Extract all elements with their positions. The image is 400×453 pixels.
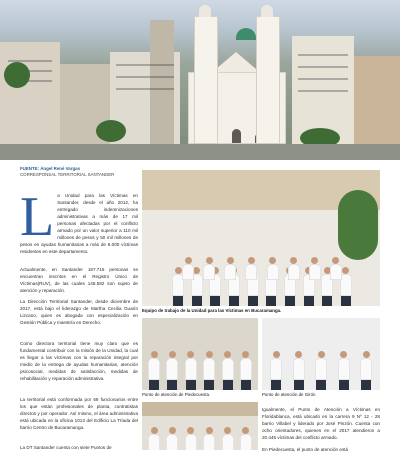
paragraph-text: a Unidad para las Víctimas en Santander, desde el año 2012, ha entregado indemnizaciones administrativas a más de 17 mil personas afectadas por el conflicto armado por un valor superior a 110 mil millones de pesos y 50 mil millones de pesos en ayudas humanitarias a más de 8.000 víctimas residentes en este departamento. (20, 193, 138, 254)
hero-city-photo (0, 0, 400, 160)
article-paragraph: Igualmente, el Punto de Atención a Víctimas en Floridablanca, está ubicado en la carrera 9 Nº 12 - 28 barrio Villabel y liderado por José Pinzón. Cuenta con ocho orientadores, quienes en el 2017 atendieron a 20.445 víctimas del conflicto armado. (262, 407, 380, 440)
article-paragraph: Actualmente, en Santander 187.715 personas se encuentran inscritos en el Registro Único de Víctimas(RUV), de las cuales 148.582 son sujeto de atención y reparación. (20, 267, 138, 293)
team-photo (142, 170, 380, 306)
author-role: CORRESPONSAL TERRITORIAL SANTANDER (20, 172, 115, 177)
article-paragraph (20, 186, 138, 255)
byline (20, 166, 138, 178)
team-photo-caption: Equipo de trabajo de la Unidad para las Víctimas en Bucaramanga. (142, 308, 282, 313)
giron-photo (262, 318, 380, 390)
article-paragraph: La Dirección Territorial Santander, desde diciembre de 2017, está bajo el liderazgo de Martha Cecilia Guarín Lizcano, quien es abogada con especialización en Gestión Pública y maestría en Derecho. (20, 299, 138, 325)
piedecuesta-caption: Punto de atención de Piedecuesta. (142, 392, 211, 397)
cathedral (180, 6, 292, 156)
article-paragraph: La DT Santander cuenta con siete Puntos de (20, 445, 112, 450)
building (150, 20, 174, 160)
floridablanca-photo (142, 402, 258, 450)
piedecuesta-photo (142, 318, 258, 390)
article-paragraph: La territorial está conformada por 68 funcionarios entre los que están profesionales de planta, contratistas directos y por operador. Así mismo, el área administrativa está ubicada en la oficina 1013 del Edificio La Tríada del barrio Centro de Bucaramanga. (20, 397, 138, 430)
giron-caption: Punto de atención de Girón (262, 392, 316, 397)
article-paragraph: En Piedecuesta, el punto de atención está (262, 447, 349, 452)
article-paragraph: Como directora territorial tiene muy claro que es fundamental contribuir con la misión de la Unidad, la cual es llegar a las víctimas con la reparación integral por medio de la entrega de ayudas humanitarias, atención psicosocial, medidas de satisfacción, medidas de rehabilitación y reparación administrativa. (20, 341, 138, 381)
drop-cap: L (20, 186, 55, 248)
author: FUENTE: Ángel René Vargas (20, 166, 81, 171)
street (0, 144, 400, 160)
